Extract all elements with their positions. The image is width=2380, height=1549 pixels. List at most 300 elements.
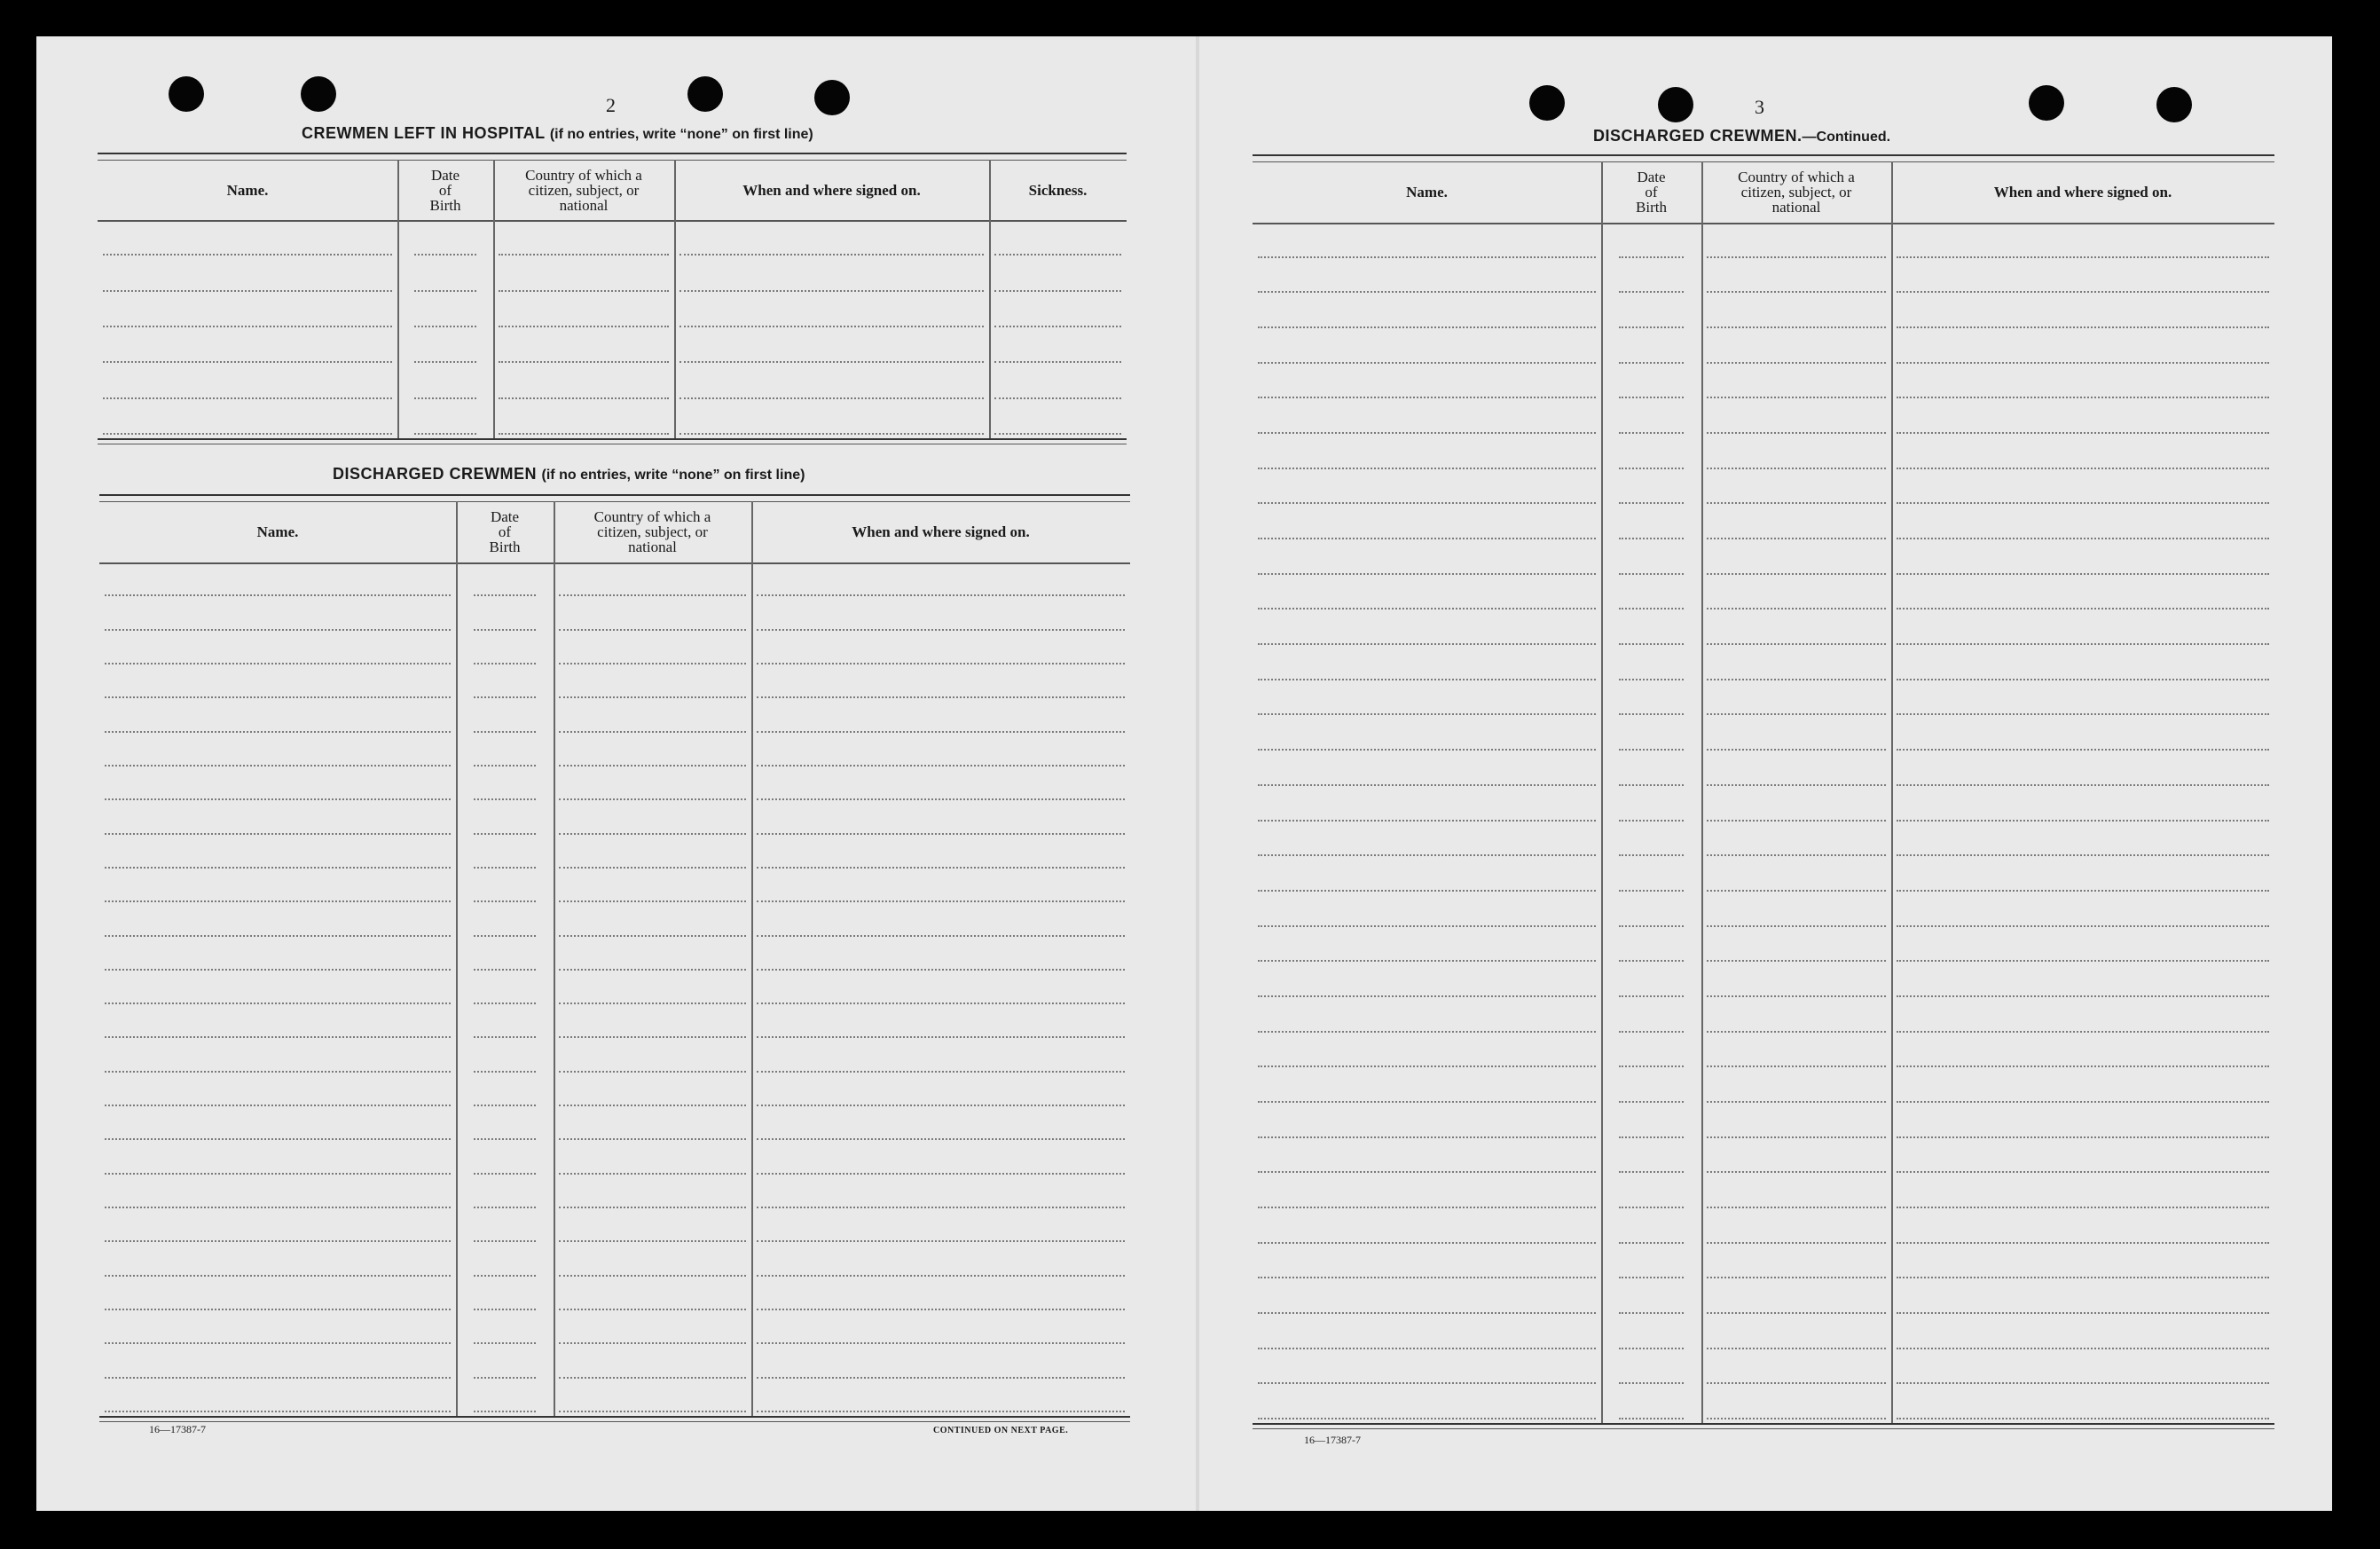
entry-line[interactable] xyxy=(1258,1382,1596,1384)
column-divider xyxy=(456,501,458,1416)
entry-line[interactable] xyxy=(1619,1101,1684,1103)
entry-line[interactable] xyxy=(1619,1242,1684,1244)
hospital-table xyxy=(98,153,1127,444)
entry-line[interactable] xyxy=(1897,1382,2269,1384)
entry-line[interactable] xyxy=(757,1240,1125,1242)
entry-line[interactable] xyxy=(559,1138,746,1140)
discharged-continued-table xyxy=(1253,154,2274,1428)
entry-line[interactable] xyxy=(1258,1348,1596,1349)
entry-line[interactable] xyxy=(103,397,392,399)
entry-line[interactable] xyxy=(474,969,536,971)
entry-line[interactable] xyxy=(105,1411,451,1412)
entry-line[interactable] xyxy=(1258,925,1596,927)
entry-line[interactable] xyxy=(994,397,1121,399)
entry-line[interactable] xyxy=(105,1309,451,1310)
entry-line[interactable] xyxy=(757,696,1125,698)
entry-line[interactable] xyxy=(1619,256,1684,258)
entry-line[interactable] xyxy=(1619,1171,1684,1173)
entry-line[interactable] xyxy=(1897,1348,2269,1349)
entry-line[interactable] xyxy=(559,765,746,767)
entry-line[interactable] xyxy=(105,731,451,733)
continued-note: CONTINUED ON NEXT PAGE. xyxy=(933,1426,1069,1435)
entry-line[interactable] xyxy=(1897,1101,2269,1103)
entry-line[interactable] xyxy=(757,935,1125,937)
entry-line[interactable] xyxy=(474,1275,536,1277)
entry-line[interactable] xyxy=(1258,502,1596,504)
entry-line[interactable] xyxy=(1897,1171,2269,1173)
entry-line[interactable] xyxy=(994,433,1121,435)
entry-line[interactable] xyxy=(559,1173,746,1175)
entry-line[interactable] xyxy=(559,798,746,800)
entry-line[interactable] xyxy=(1258,854,1596,856)
entry-line[interactable] xyxy=(757,1071,1125,1073)
entry-line[interactable] xyxy=(1897,1207,2269,1208)
entry-line[interactable] xyxy=(757,1003,1125,1004)
entry-line[interactable] xyxy=(1619,1382,1684,1384)
entry-line[interactable] xyxy=(1258,1277,1596,1278)
entry-line[interactable] xyxy=(105,900,451,902)
column-header: Date of Birth xyxy=(1636,169,1667,216)
entry-line[interactable] xyxy=(757,833,1125,835)
entry-line[interactable] xyxy=(679,397,984,399)
entry-line[interactable] xyxy=(105,629,451,631)
entry-line[interactable] xyxy=(499,326,669,327)
entry-line[interactable] xyxy=(757,1342,1125,1344)
column-header: Country of which a citizen, subject, or national xyxy=(1738,169,1855,216)
entry-line[interactable] xyxy=(1258,1171,1596,1173)
page-number: 3 xyxy=(1755,96,1764,118)
entry-line[interactable] xyxy=(1707,784,1886,786)
entry-line[interactable] xyxy=(1897,1065,2269,1067)
entry-line[interactable] xyxy=(559,935,746,937)
entry-line[interactable] xyxy=(757,1411,1125,1412)
entry-line[interactable] xyxy=(474,1342,536,1344)
entry-line[interactable] xyxy=(1258,643,1596,645)
entry-line[interactable] xyxy=(474,594,536,596)
entry-line[interactable] xyxy=(1897,854,2269,856)
entry-line[interactable] xyxy=(474,1003,536,1004)
entry-line[interactable] xyxy=(1619,1031,1684,1033)
entry-line[interactable] xyxy=(1707,573,1886,575)
entry-line[interactable] xyxy=(1619,890,1684,892)
entry-line[interactable] xyxy=(1619,1277,1684,1278)
entry-line[interactable] xyxy=(757,1275,1125,1277)
column-divider xyxy=(1701,161,1703,1423)
entry-line[interactable] xyxy=(1258,995,1596,997)
entry-line[interactable] xyxy=(559,900,746,902)
entry-line[interactable] xyxy=(103,361,392,363)
entry-line[interactable] xyxy=(1258,468,1596,469)
entry-line[interactable] xyxy=(1897,679,2269,680)
entry-line[interactable] xyxy=(105,1036,451,1038)
entry-line[interactable] xyxy=(1897,643,2269,645)
entry-line[interactable] xyxy=(1707,925,1886,927)
entry-line[interactable] xyxy=(1619,1312,1684,1314)
column-header: Date of Birth xyxy=(489,508,521,555)
entry-line[interactable] xyxy=(757,900,1125,902)
entry-line[interactable] xyxy=(474,935,536,937)
entry-line[interactable] xyxy=(1258,1065,1596,1067)
entry-line[interactable] xyxy=(1707,608,1886,609)
entry-line[interactable] xyxy=(757,765,1125,767)
entry-line[interactable] xyxy=(474,1071,536,1073)
entry-line[interactable] xyxy=(1619,468,1684,469)
entry-line[interactable] xyxy=(1258,326,1596,328)
entry-line[interactable] xyxy=(1619,326,1684,328)
entry-line[interactable] xyxy=(414,326,476,327)
page-number: 2 xyxy=(606,94,616,116)
entry-line[interactable] xyxy=(105,798,451,800)
entry-line[interactable] xyxy=(1897,1242,2269,1244)
entry-line[interactable] xyxy=(1258,1242,1596,1244)
entry-line[interactable] xyxy=(679,326,984,327)
entry-line[interactable] xyxy=(1258,679,1596,680)
entry-line[interactable] xyxy=(1258,820,1596,822)
entry-line[interactable] xyxy=(105,1207,451,1208)
entry-line[interactable] xyxy=(1619,1136,1684,1138)
entry-line[interactable] xyxy=(757,1377,1125,1379)
entry-line[interactable] xyxy=(1619,1207,1684,1208)
entry-line[interactable] xyxy=(559,833,746,835)
table-bottom-rule xyxy=(98,438,1127,444)
entry-line[interactable] xyxy=(1619,749,1684,751)
table-bottom-rule xyxy=(99,1416,1130,1422)
entry-line[interactable] xyxy=(1897,925,2269,927)
entry-line[interactable] xyxy=(757,1207,1125,1208)
entry-line[interactable] xyxy=(1707,1242,1886,1244)
entry-line[interactable] xyxy=(757,594,1125,596)
discharged-table xyxy=(99,494,1130,1421)
entry-line[interactable] xyxy=(1707,256,1886,258)
entry-line[interactable] xyxy=(1707,1382,1886,1384)
hospital-title-text: CREWMEN LEFT IN HOSPITAL xyxy=(302,124,546,142)
entry-line[interactable] xyxy=(474,1309,536,1310)
entry-line[interactable] xyxy=(1897,468,2269,469)
entry-line[interactable] xyxy=(1707,502,1886,504)
entry-line[interactable] xyxy=(1619,608,1684,609)
entry-line[interactable] xyxy=(474,1173,536,1175)
entry-line[interactable] xyxy=(1707,538,1886,539)
entry-line[interactable] xyxy=(1707,679,1886,680)
entry-line[interactable] xyxy=(1258,1101,1596,1103)
entry-line[interactable] xyxy=(1707,1031,1886,1033)
entry-line[interactable] xyxy=(1707,468,1886,469)
entry-line[interactable] xyxy=(414,254,476,256)
entry-line[interactable] xyxy=(559,969,746,971)
entry-line[interactable] xyxy=(474,663,536,664)
discharged-continued-title xyxy=(1593,127,1890,145)
entry-line[interactable] xyxy=(1258,608,1596,609)
entry-line[interactable] xyxy=(499,397,669,399)
entry-line[interactable] xyxy=(474,1138,536,1140)
entry-line[interactable] xyxy=(105,1377,451,1379)
entry-line[interactable] xyxy=(559,1309,746,1310)
entry-line[interactable] xyxy=(105,1105,451,1106)
entry-line[interactable] xyxy=(559,731,746,733)
entry-line[interactable] xyxy=(105,1240,451,1242)
entry-line[interactable] xyxy=(679,361,984,363)
entry-line[interactable] xyxy=(1897,995,2269,997)
punch-hole-icon xyxy=(2156,87,2192,122)
entry-line[interactable] xyxy=(105,1342,451,1344)
entry-line[interactable] xyxy=(1619,1065,1684,1067)
entry-line[interactable] xyxy=(559,867,746,869)
header-divider xyxy=(98,220,1127,222)
column-divider xyxy=(554,501,555,1416)
entry-line[interactable] xyxy=(1707,854,1886,856)
entry-line[interactable] xyxy=(1897,502,2269,504)
entry-line[interactable] xyxy=(559,1275,746,1277)
entry-line[interactable] xyxy=(499,290,669,292)
entry-line[interactable] xyxy=(1707,890,1886,892)
entry-line[interactable] xyxy=(1897,326,2269,328)
discharged-title-text: DISCHARGED CREWMEN xyxy=(333,465,538,483)
entry-line[interactable] xyxy=(1258,1136,1596,1138)
table-bottom-rule xyxy=(1253,1423,2274,1429)
entry-line[interactable] xyxy=(474,798,536,800)
entry-line[interactable] xyxy=(994,361,1121,363)
entry-line[interactable] xyxy=(1707,397,1886,398)
entry-line[interactable] xyxy=(1707,643,1886,645)
entry-line[interactable] xyxy=(559,663,746,664)
entry-line[interactable] xyxy=(1897,960,2269,962)
punch-hole-icon xyxy=(169,76,204,112)
entry-line[interactable] xyxy=(1258,1031,1596,1033)
entry-line[interactable] xyxy=(757,663,1125,664)
entry-line[interactable] xyxy=(474,1036,536,1038)
entry-line[interactable] xyxy=(1897,291,2269,293)
entry-line[interactable] xyxy=(559,1036,746,1038)
entry-line[interactable] xyxy=(1619,854,1684,856)
entry-line[interactable] xyxy=(105,969,451,971)
entry-line[interactable] xyxy=(559,696,746,698)
entry-line[interactable] xyxy=(1258,397,1596,398)
entry-line[interactable] xyxy=(1897,573,2269,575)
entry-line[interactable] xyxy=(1619,573,1684,575)
entry-line[interactable] xyxy=(1258,960,1596,962)
entry-line[interactable] xyxy=(105,765,451,767)
discharged-title-note: (if no entries, write “none” on first line) xyxy=(541,468,805,483)
entry-line[interactable] xyxy=(105,1275,451,1277)
entry-line[interactable] xyxy=(1707,713,1886,715)
entry-line[interactable] xyxy=(1897,784,2269,786)
entry-line[interactable] xyxy=(1707,291,1886,293)
entry-line[interactable] xyxy=(414,290,476,292)
entry-line[interactable] xyxy=(474,1411,536,1412)
entry-line[interactable] xyxy=(105,1071,451,1073)
entry-line[interactable] xyxy=(103,433,392,435)
entry-line[interactable] xyxy=(1619,820,1684,822)
entry-line[interactable] xyxy=(757,1036,1125,1038)
entry-line[interactable] xyxy=(105,935,451,937)
entry-line[interactable] xyxy=(103,290,392,292)
entry-line[interactable] xyxy=(1619,784,1684,786)
entry-line[interactable] xyxy=(1619,960,1684,962)
entry-line[interactable] xyxy=(1707,432,1886,434)
entry-line[interactable] xyxy=(757,629,1125,631)
entry-line[interactable] xyxy=(1258,256,1596,258)
entry-line[interactable] xyxy=(474,900,536,902)
entry-line[interactable] xyxy=(1897,713,2269,715)
entry-line[interactable] xyxy=(559,1003,746,1004)
entry-line[interactable] xyxy=(105,663,451,664)
entry-line[interactable] xyxy=(1619,679,1684,680)
entry-line[interactable] xyxy=(1707,1101,1886,1103)
entry-line[interactable] xyxy=(1897,538,2269,539)
entry-line[interactable] xyxy=(1897,397,2269,398)
entry-line[interactable] xyxy=(1619,397,1684,398)
entry-line[interactable] xyxy=(414,433,476,435)
entry-line[interactable] xyxy=(105,1173,451,1175)
entry-line[interactable] xyxy=(559,1342,746,1344)
entry-line[interactable] xyxy=(757,731,1125,733)
entry-line[interactable] xyxy=(559,1377,746,1379)
entry-line[interactable] xyxy=(474,833,536,835)
entry-line[interactable] xyxy=(1707,995,1886,997)
entry-line[interactable] xyxy=(1707,1312,1886,1314)
entry-line[interactable] xyxy=(559,1207,746,1208)
entry-line[interactable] xyxy=(1897,1136,2269,1138)
entry-line[interactable] xyxy=(679,254,984,256)
entry-line[interactable] xyxy=(1707,1277,1886,1278)
entry-line[interactable] xyxy=(1897,749,2269,751)
entry-line[interactable] xyxy=(1707,1171,1886,1173)
entry-line[interactable] xyxy=(474,1207,536,1208)
entry-line[interactable] xyxy=(1707,1207,1886,1208)
entry-line[interactable] xyxy=(1897,1031,2269,1033)
entry-line[interactable] xyxy=(1258,784,1596,786)
entry-line[interactable] xyxy=(559,1105,746,1106)
entry-line[interactable] xyxy=(1707,326,1886,328)
entry-line[interactable] xyxy=(1258,890,1596,892)
entry-line[interactable] xyxy=(414,361,476,363)
entry-line[interactable] xyxy=(1707,1348,1886,1349)
entry-line[interactable] xyxy=(1619,1418,1684,1419)
header-divider xyxy=(99,562,1130,564)
entry-line[interactable] xyxy=(414,397,476,399)
entry-line[interactable] xyxy=(105,696,451,698)
entry-line[interactable] xyxy=(1258,749,1596,751)
entry-line[interactable] xyxy=(1619,925,1684,927)
entry-line[interactable] xyxy=(1619,538,1684,539)
entry-line[interactable] xyxy=(757,1105,1125,1106)
punch-hole-icon xyxy=(2029,85,2064,121)
entry-line[interactable] xyxy=(559,594,746,596)
entry-line[interactable] xyxy=(1897,890,2269,892)
entry-line[interactable] xyxy=(1897,608,2269,609)
entry-line[interactable] xyxy=(474,696,536,698)
entry-line[interactable] xyxy=(1258,432,1596,434)
punch-hole-icon xyxy=(687,76,723,112)
entry-line[interactable] xyxy=(499,433,669,435)
entry-line[interactable] xyxy=(1619,643,1684,645)
entry-line[interactable] xyxy=(1897,432,2269,434)
entry-line[interactable] xyxy=(103,326,392,327)
column-divider xyxy=(751,501,753,1416)
entry-line[interactable] xyxy=(474,867,536,869)
entry-line[interactable] xyxy=(757,867,1125,869)
entry-line[interactable] xyxy=(679,433,984,435)
entry-line[interactable] xyxy=(499,361,669,363)
entry-line[interactable] xyxy=(1619,1348,1684,1349)
entry-line[interactable] xyxy=(105,1003,451,1004)
entry-line[interactable] xyxy=(757,1138,1125,1140)
entry-line[interactable] xyxy=(1619,432,1684,434)
entry-line[interactable] xyxy=(1258,1418,1596,1419)
entry-line[interactable] xyxy=(1258,291,1596,293)
entry-line[interactable] xyxy=(1897,820,2269,822)
entry-line[interactable] xyxy=(1619,362,1684,364)
entry-line[interactable] xyxy=(1897,256,2269,258)
entry-line[interactable] xyxy=(474,1240,536,1242)
entry-line[interactable] xyxy=(474,731,536,733)
entry-line[interactable] xyxy=(1619,713,1684,715)
entry-line[interactable] xyxy=(1707,960,1886,962)
entry-line[interactable] xyxy=(1258,362,1596,364)
entry-line[interactable] xyxy=(1897,362,2269,364)
entry-line[interactable] xyxy=(474,1377,536,1379)
entry-line[interactable] xyxy=(994,254,1121,256)
entry-line[interactable] xyxy=(1258,538,1596,539)
entry-line[interactable] xyxy=(1707,1136,1886,1138)
entry-line[interactable] xyxy=(1619,995,1684,997)
entry-line[interactable] xyxy=(1258,573,1596,575)
entry-line[interactable] xyxy=(1897,1277,2269,1278)
entry-line[interactable] xyxy=(559,1240,746,1242)
entry-line[interactable] xyxy=(1897,1418,2269,1419)
entry-line[interactable] xyxy=(757,969,1125,971)
entry-line[interactable] xyxy=(757,1173,1125,1175)
column-header: Date of Birth xyxy=(429,166,461,214)
entry-line[interactable] xyxy=(474,629,536,631)
entry-line[interactable] xyxy=(1707,749,1886,751)
entry-line[interactable] xyxy=(994,326,1121,327)
entry-line[interactable] xyxy=(474,765,536,767)
entry-line[interactable] xyxy=(105,867,451,869)
column-divider xyxy=(1891,161,1893,1423)
column-divider xyxy=(1601,161,1603,1423)
form-number: 16—17387-7 xyxy=(149,1423,206,1435)
entry-line[interactable] xyxy=(1707,820,1886,822)
entry-line[interactable] xyxy=(757,1309,1125,1310)
column-header: When and where signed on. xyxy=(852,523,1030,540)
entry-line[interactable] xyxy=(1897,1312,2269,1314)
entry-line[interactable] xyxy=(105,1138,451,1140)
entry-line[interactable] xyxy=(1707,1418,1886,1419)
entry-line[interactable] xyxy=(1707,362,1886,364)
entry-line[interactable] xyxy=(103,254,392,256)
entry-line[interactable] xyxy=(994,290,1121,292)
entry-line[interactable] xyxy=(499,254,669,256)
discharged-section-title xyxy=(333,465,805,484)
entry-line[interactable] xyxy=(559,629,746,631)
entry-line[interactable] xyxy=(1619,291,1684,293)
entry-line[interactable] xyxy=(1619,502,1684,504)
hospital-section-title xyxy=(302,124,813,143)
entry-line[interactable] xyxy=(1258,713,1596,715)
entry-line[interactable] xyxy=(474,1105,536,1106)
entry-line[interactable] xyxy=(1707,1065,1886,1067)
entry-line[interactable] xyxy=(757,798,1125,800)
entry-line[interactable] xyxy=(1258,1207,1596,1208)
entry-line[interactable] xyxy=(105,833,451,835)
entry-line[interactable] xyxy=(105,594,451,596)
entry-line[interactable] xyxy=(679,290,984,292)
entry-line[interactable] xyxy=(559,1411,746,1412)
column-header: Country of which a citizen, subject, or national xyxy=(525,166,642,214)
entry-line[interactable] xyxy=(559,1071,746,1073)
entry-line[interactable] xyxy=(1258,1312,1596,1314)
